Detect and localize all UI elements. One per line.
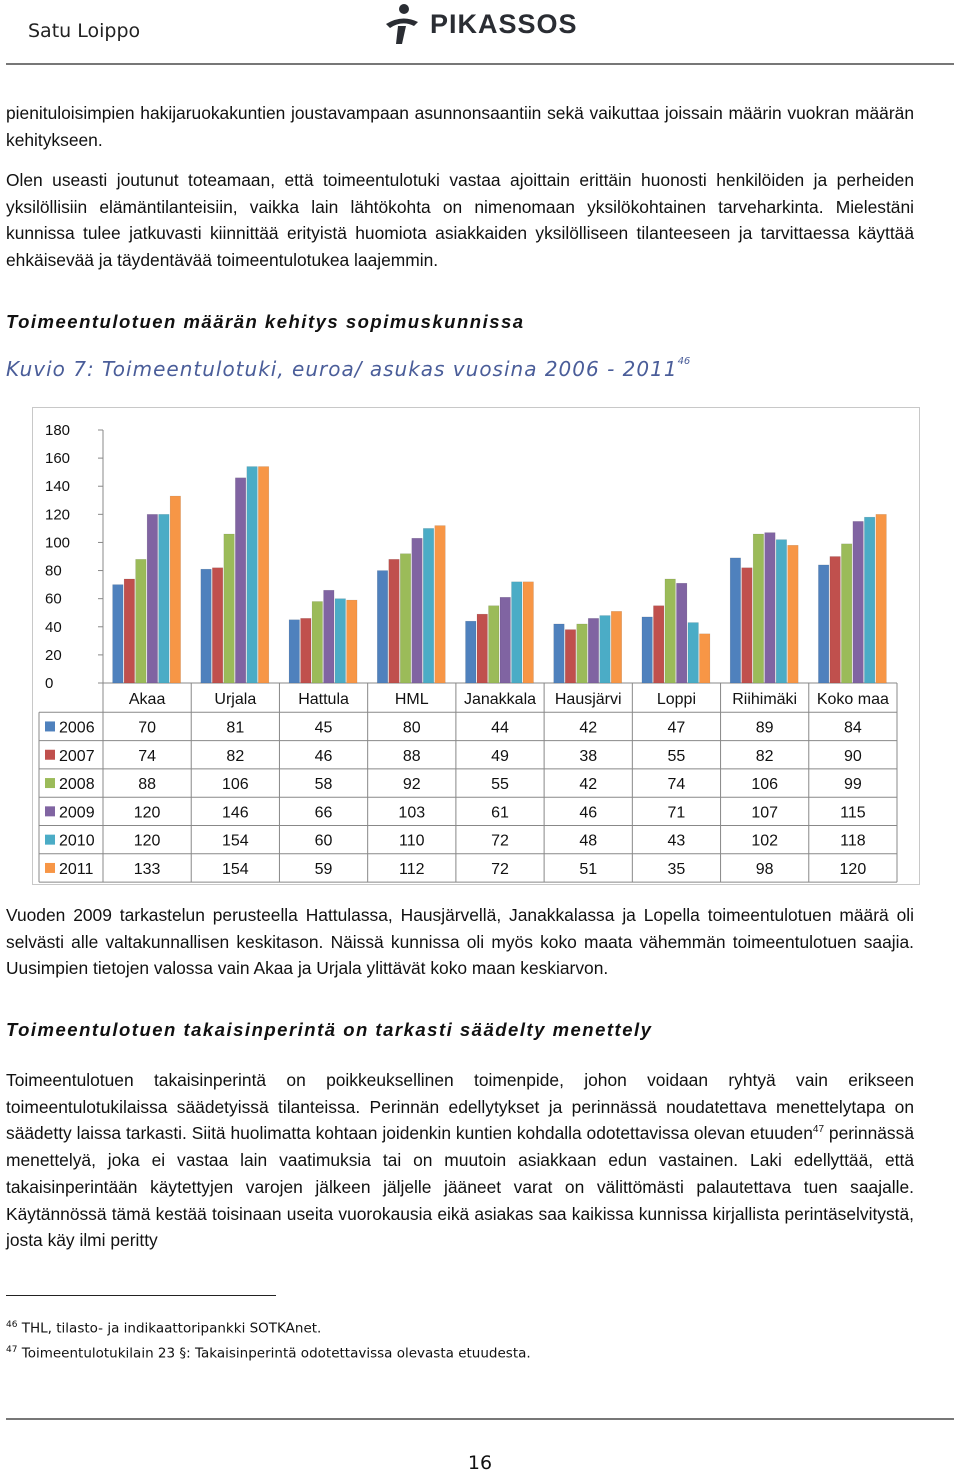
bar bbox=[124, 579, 135, 683]
paragraph-2: Olen useasti joutunut toteamaan, että toimeentulotuki vastaa ajoittain erittäin huonosti henkilöiden ja perheiden yksilöllisiin elämäntilanteisiin, vaikka lain lähtökohta on nimenomaan yksilökohtainen tarveharkinta. Mielestäni kunnissa tulee jatkuvasti kiinnittää erityistä huomiota asiakkaiden yksilölliseen tilanteeseen ja tarvittaessa käyttää ehkäisevää ja täydentävää toimeentulotukea laajemmin. bbox=[6, 170, 914, 271]
bar bbox=[653, 606, 664, 683]
y-tick-label: 160 bbox=[45, 450, 71, 468]
y-tick-label: 40 bbox=[45, 618, 62, 636]
data-value-label: 115 bbox=[840, 804, 866, 822]
paragraph-4-footnote-ref: 47 bbox=[812, 1124, 825, 1136]
y-tick-label: 80 bbox=[45, 562, 62, 580]
data-value-label: 35 bbox=[667, 860, 686, 878]
bar bbox=[864, 517, 875, 683]
category-label: Loppi bbox=[656, 691, 697, 708]
y-tick-label: 60 bbox=[45, 590, 62, 608]
bar bbox=[600, 616, 611, 683]
footnote-47-ref: 47 bbox=[6, 1345, 18, 1355]
data-value-label: 60 bbox=[314, 832, 333, 850]
data-value-label: 103 bbox=[398, 804, 426, 822]
data-value-label: 99 bbox=[843, 776, 862, 794]
data-value-label: 88 bbox=[402, 747, 421, 765]
data-value-label: 120 bbox=[133, 804, 161, 822]
bar bbox=[818, 565, 829, 683]
category-label: HML bbox=[394, 691, 429, 708]
footnote-46-ref: 46 bbox=[6, 1320, 18, 1330]
bar bbox=[500, 597, 511, 683]
data-value-label: 51 bbox=[579, 860, 598, 878]
logo-text: PIKASSOS bbox=[430, 8, 578, 39]
data-value-label: 88 bbox=[138, 776, 157, 794]
bar bbox=[312, 601, 323, 683]
bar bbox=[688, 623, 699, 683]
bar bbox=[788, 545, 799, 683]
category-label: Koko maa bbox=[816, 691, 889, 708]
data-value-label: 71 bbox=[667, 804, 686, 822]
data-value-label: 98 bbox=[755, 860, 774, 878]
data-value-label: 55 bbox=[491, 776, 509, 794]
legend-swatch bbox=[45, 806, 55, 816]
category-label: Urjala bbox=[214, 691, 257, 708]
bar bbox=[577, 624, 588, 683]
legend-swatch bbox=[45, 721, 55, 731]
data-value-label: 46 bbox=[579, 804, 598, 822]
data-value-label: 106 bbox=[751, 776, 779, 794]
bar bbox=[477, 614, 488, 683]
bar bbox=[489, 606, 500, 683]
legend-swatch bbox=[45, 835, 55, 845]
data-value-label: 72 bbox=[491, 832, 509, 850]
bar bbox=[170, 496, 181, 683]
data-value-label: 84 bbox=[843, 719, 862, 737]
data-value-label: 118 bbox=[840, 832, 866, 850]
bar bbox=[554, 624, 565, 683]
data-value-label: 107 bbox=[751, 804, 779, 822]
category-label: Hattula bbox=[298, 691, 349, 708]
bar bbox=[466, 621, 477, 683]
legend-swatch bbox=[45, 778, 55, 788]
data-value-label: 44 bbox=[491, 719, 509, 737]
bar bbox=[377, 571, 388, 683]
bar bbox=[235, 478, 246, 683]
bar bbox=[347, 600, 358, 683]
data-value-label: 146 bbox=[221, 804, 249, 822]
data-value-label: 90 bbox=[843, 747, 862, 765]
bar bbox=[136, 559, 147, 683]
bar bbox=[841, 544, 852, 683]
section-heading-2: Toimeentulotuen takaisinperintä on tarkasti säädelty menettely bbox=[6, 1019, 653, 1040]
data-value-label: 82 bbox=[226, 747, 245, 765]
footnote-46 bbox=[6, 1320, 321, 1337]
data-value-label: 55 bbox=[667, 747, 686, 765]
data-value-label: 102 bbox=[751, 832, 779, 850]
data-value-label: 72 bbox=[491, 860, 509, 878]
y-tick-label: 20 bbox=[45, 646, 62, 664]
bar bbox=[258, 467, 269, 683]
data-value-label: 81 bbox=[226, 719, 245, 737]
data-value-label: 133 bbox=[133, 860, 161, 878]
data-value-label: 61 bbox=[491, 804, 509, 822]
bar bbox=[588, 618, 599, 683]
paragraph-4-part-2: perinnässä menettelyä, joka ei vastaa lain vaatimuksia tai on muutoin asiakkaan edun vastainen. Laki edellyttää, että takaisinperintään käytettyjen varojen jälkeen jäljelle jääneet varat on välittömästi palautettava tuen saajalle. Käytännössä tämä kestää toisinaan useita vuorokausia eikä asiakas saa kaikissa kunnissa kirjallista perintäselvitystä, josta käy ilmi peritty bbox=[6, 1123, 914, 1251]
category-label: Janakkala bbox=[463, 691, 537, 708]
bar bbox=[611, 611, 622, 683]
data-value-label: 48 bbox=[579, 832, 598, 850]
data-value-label: 110 bbox=[399, 832, 425, 850]
data-value-label: 58 bbox=[314, 776, 333, 794]
bar bbox=[830, 557, 841, 684]
data-value-label: 82 bbox=[755, 747, 774, 765]
data-value-label: 74 bbox=[667, 776, 686, 794]
data-value-label: 49 bbox=[491, 747, 509, 765]
data-value-label: 74 bbox=[138, 747, 157, 765]
series-label: 2008 bbox=[59, 776, 95, 794]
data-value-label: 112 bbox=[399, 860, 425, 878]
bar bbox=[400, 554, 411, 683]
paragraph-4 bbox=[6, 1067, 914, 1254]
footer-rule bbox=[6, 1418, 954, 1420]
bar bbox=[853, 521, 864, 683]
footnote-rule bbox=[6, 1295, 276, 1296]
bar bbox=[435, 526, 446, 683]
bar bbox=[699, 634, 710, 683]
bar bbox=[512, 582, 523, 683]
data-value-label: 89 bbox=[755, 719, 774, 737]
bar bbox=[224, 534, 235, 683]
series-label: 2006 bbox=[59, 719, 95, 737]
bar bbox=[212, 568, 223, 683]
category-label: Riihimäki bbox=[732, 691, 798, 708]
figure-caption bbox=[6, 356, 690, 381]
data-value-label: 42 bbox=[579, 776, 598, 794]
bar bbox=[301, 618, 312, 683]
y-tick-label: 100 bbox=[45, 534, 71, 552]
header-author: Satu Loippo bbox=[28, 20, 141, 42]
series-label: 2011 bbox=[59, 860, 94, 878]
data-value-label: 154 bbox=[221, 860, 249, 878]
data-value-label: 38 bbox=[579, 747, 598, 765]
y-tick-label: 180 bbox=[45, 422, 71, 439]
bar bbox=[113, 585, 124, 683]
bar bbox=[742, 568, 753, 683]
data-value-label: 66 bbox=[314, 804, 333, 822]
bar bbox=[201, 569, 212, 683]
bar bbox=[753, 534, 764, 683]
figure-caption-text: Kuvio 7: Toimeentulotuki, euroa/ asukas vuosina 2006 - 2011 bbox=[6, 357, 678, 381]
pikassos-logo bbox=[380, 0, 578, 48]
logo-figure-icon bbox=[380, 2, 424, 46]
data-value-label: 154 bbox=[221, 832, 249, 850]
bar-chart bbox=[33, 408, 919, 884]
page-number: 16 bbox=[467, 1452, 493, 1474]
y-tick-label: 0 bbox=[45, 675, 54, 692]
bar bbox=[247, 467, 257, 683]
footnote-47-text: Toimeentulotukilain 23 §: Takaisinperintä odotettavissa olevasta etuudesta. bbox=[21, 1345, 531, 1362]
bar bbox=[335, 599, 346, 683]
data-value-label: 59 bbox=[314, 860, 333, 878]
data-value-label: 92 bbox=[402, 776, 421, 794]
footnote-47 bbox=[6, 1345, 531, 1362]
bar bbox=[730, 558, 741, 683]
y-tick-label: 120 bbox=[45, 506, 71, 524]
bar bbox=[147, 514, 158, 683]
legend-swatch bbox=[45, 750, 55, 760]
data-value-label: 47 bbox=[667, 719, 686, 737]
data-value-label: 43 bbox=[667, 832, 686, 850]
bar bbox=[876, 514, 887, 683]
series-label: 2007 bbox=[59, 747, 95, 765]
footnote-46-text: THL, tilasto- ja indikaattoripankki SOTKAnet. bbox=[21, 1320, 322, 1337]
chart-frame bbox=[32, 407, 920, 885]
bar bbox=[423, 528, 434, 683]
bar bbox=[676, 583, 687, 683]
paragraph-3: Vuoden 2009 tarkastelun perusteella Hattulassa, Hausjärvellä, Janakkalassa ja Lopella toimeentulotuen määrä oli selvästi alle valtakunnallisen keskitason. Näissä kunnissa oli myös koko maata vähemmän toimeentulotuen saajia. Uusimpien tietojen valossa vain Akaa ja Urjala ylittävät koko maan keskiarvon. bbox=[6, 905, 914, 979]
data-value-label: 106 bbox=[221, 776, 249, 794]
data-value-label: 42 bbox=[579, 719, 598, 737]
paragraph-4-part-1: Toimeentulotuen takaisinperintä on poikkeuksellinen toimenpide, johon voidaan ryhtyä vain erikseen toimeentulotukilaissa säädetyissä tilanteissa. Perinnän edellytykset ja perinnässä noudatettava menettelytapa on säädetty laissa tarkasti. Siitä huolimatta kohtaan joidenkin kuntien kohdalla odotettavissa olevan etuuden bbox=[6, 1070, 914, 1144]
bar bbox=[324, 590, 335, 683]
data-value-label: 45 bbox=[314, 719, 333, 737]
data-value-label: 120 bbox=[839, 860, 867, 878]
category-label: Akaa bbox=[128, 691, 166, 708]
bar bbox=[523, 582, 534, 683]
bar bbox=[765, 533, 776, 683]
section-heading-1: Toimeentulotuen määrän kehitys sopimuskunnissa bbox=[6, 311, 525, 332]
series-label: 2010 bbox=[59, 832, 95, 850]
data-value-label: 80 bbox=[402, 719, 421, 737]
bar bbox=[642, 617, 653, 683]
bar bbox=[565, 630, 576, 683]
data-value-label: 46 bbox=[314, 747, 333, 765]
paragraph-1: pienituloisimpien hakijaruokakuntien joustavampaan asunnonsaantiin sekä vaikuttaa joissain määrin vuokran määrän kehitykseen. bbox=[6, 103, 914, 150]
bar bbox=[289, 620, 300, 683]
bar bbox=[412, 538, 423, 683]
category-label: Hausjärvi bbox=[554, 691, 622, 708]
header-rule bbox=[6, 63, 954, 65]
legend-swatch bbox=[45, 863, 55, 873]
data-value-label: 70 bbox=[138, 719, 157, 737]
bar bbox=[776, 540, 787, 683]
data-value-label: 120 bbox=[133, 832, 161, 850]
series-label: 2009 bbox=[59, 804, 95, 822]
bar bbox=[665, 579, 676, 683]
bar bbox=[389, 559, 400, 683]
y-tick-label: 140 bbox=[45, 478, 71, 496]
bar bbox=[159, 514, 170, 683]
figure-caption-footnote-ref: 46 bbox=[677, 356, 691, 367]
